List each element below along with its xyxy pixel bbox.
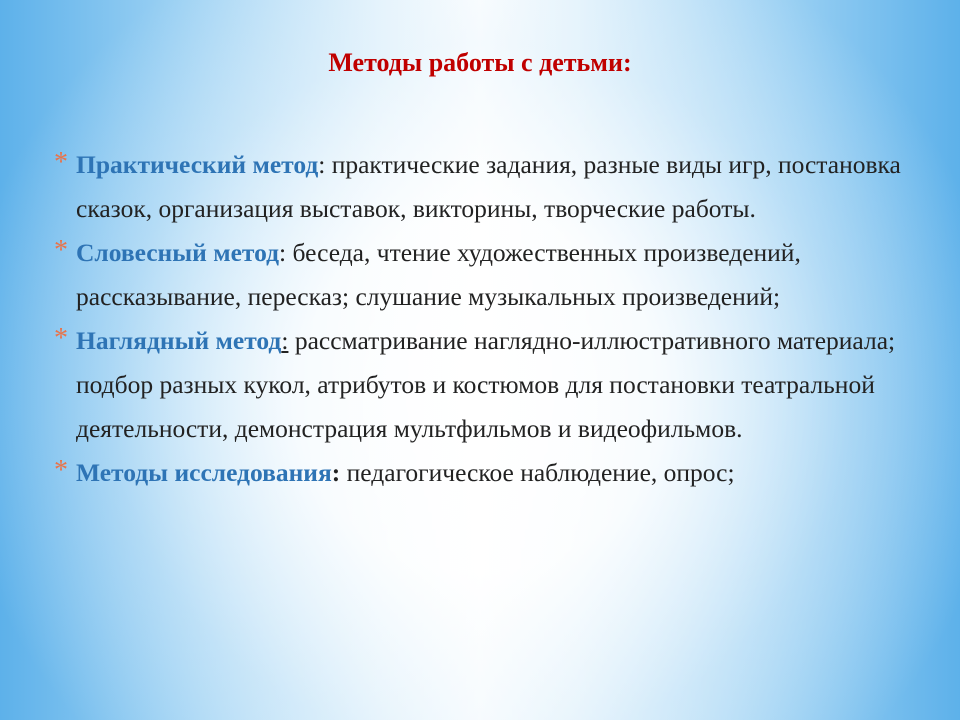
asterisk-bullet-icon: * xyxy=(54,455,68,486)
method-term: Наглядный метод xyxy=(76,326,282,355)
list-item-visual-method xyxy=(50,319,910,451)
method-colon: : xyxy=(281,326,289,355)
method-term: Методы исследования xyxy=(76,458,332,487)
method-colon: : xyxy=(279,238,287,267)
list-item-practical-method xyxy=(50,143,910,231)
method-term: Словесный метод xyxy=(76,238,280,267)
methods-list xyxy=(50,143,910,495)
asterisk-bullet-icon: * xyxy=(54,235,68,266)
method-description: практические задания, разные виды игр, постановка сказок, организация выставок, викторины, творческие работы. xyxy=(76,150,901,223)
list-item-research-methods xyxy=(50,451,910,495)
method-description: беседа, чтение художественных произведений, рассказывание, пересказ; слушание музыкальных произведений; xyxy=(76,238,801,311)
list-item-verbal-method xyxy=(50,231,910,319)
slide-title: Методы работы с детьми: xyxy=(328,48,632,77)
method-term: Практический метод xyxy=(76,150,319,179)
method-colon: : xyxy=(331,458,341,487)
method-description: педагогическое наблюдение, опрос; xyxy=(340,458,735,487)
asterisk-bullet-icon: * xyxy=(54,147,68,178)
asterisk-bullet-icon: * xyxy=(54,323,68,354)
method-colon: : xyxy=(318,150,326,179)
method-description: рассматривание наглядно-иллюстративного материала; подбор разных кукол, атрибутов и костюмов для постановки театральной деятельности, демонстрация мультфильмов и видеофильмов. xyxy=(76,326,896,443)
